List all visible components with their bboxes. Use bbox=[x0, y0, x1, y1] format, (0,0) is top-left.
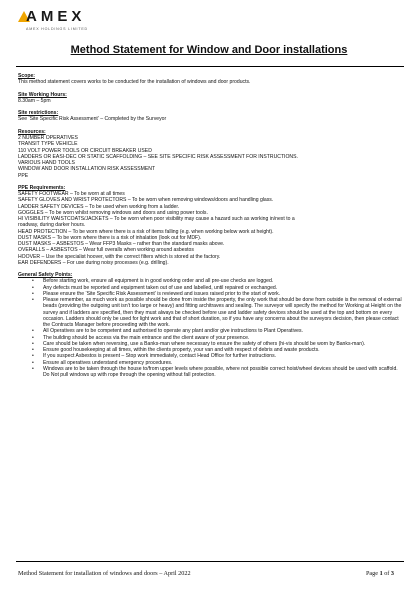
document-title: Method Statement for Window and Door installations bbox=[70, 44, 348, 56]
logo-wordmark: AMEX bbox=[26, 8, 86, 25]
scope-heading: Scope: bbox=[18, 73, 35, 79]
resource-item: PPE bbox=[18, 172, 29, 179]
ppe-line: DUST MASKS – To be worn where there is a risk of inhalation (look out for MDF). bbox=[18, 234, 202, 241]
resources-heading: Resources: bbox=[18, 128, 46, 135]
restrictions-text: See ‘Site Specific Risk Assessment’ – Completed by the Surveyor bbox=[18, 116, 167, 123]
company-logo bbox=[18, 8, 138, 36]
logo-subtitle: AMEX HOLDINGS LIMITED bbox=[26, 27, 88, 31]
safety-point: • All Operatives are to be competent and authorised to operate any plant and/or give instructions to Plant Operatives. bbox=[18, 328, 402, 334]
hours-text: 8.30am – 5pm bbox=[18, 97, 51, 104]
safety-point: • Ensure all operatives understand emergency procedures. bbox=[18, 360, 402, 366]
scope-text: This method statement covers works to be conducted for the installation of windows and door products. bbox=[18, 79, 251, 86]
safety-point: • Any defects must be reported and equipment taken out of use and labelled, until repaired or exchanged. bbox=[18, 285, 402, 291]
page-number bbox=[366, 570, 394, 577]
safety-point: • Before starting work, ensure all equipment is in good working order and all pre-use checks are logged. bbox=[18, 278, 402, 284]
safety-point: • Ensure good housekeeping at all times, within the clients property, your van and with respect of debris and waste products. bbox=[18, 347, 402, 353]
hours-heading: Site Working Hours: bbox=[18, 91, 67, 98]
page-current: 1 bbox=[379, 570, 383, 577]
ppe-line: EAR DEFENDERS – For use during noisy processes (e.g. drilling). bbox=[18, 259, 169, 266]
restrictions-heading: Site restrictions: bbox=[18, 110, 59, 117]
safety-point: • Please remember, as much work as possible should be done from inside the property, the only work that should be done from outside is the removal of external beads (providing the outgoing unit isn’t too large or heavy) and fitting architraves and sealing. The surveyor will specify the method for Working at Height on the survey and if ladders are specified, then they must always be checked before use and ladder safety devices should be used at the top and bottom on every occasion. Ladders should only be used for light work and that of short duration, so if you have any concerns about the surveyors decision, then please contact the Contracts Manager before proceeding with the work. bbox=[18, 297, 402, 328]
ppe-line: GOGGLES – To be worn whilst removing windows and doors and using power tools. bbox=[18, 209, 208, 216]
footer-divider bbox=[16, 561, 404, 562]
page-total: 3 bbox=[390, 570, 394, 577]
safety-heading: General Safety Points: bbox=[18, 272, 73, 279]
ppe-line: HEAD PROTECTION – To be worn where there is a risk of items falling (e.g. when working below work at height). bbox=[18, 228, 274, 235]
ppe-line: SAFETY GLOVES AND WRIST PROTECTORS – To be worn when removing windows/doors and handling glass. bbox=[18, 197, 274, 204]
resource-item: WINDOW AND DOOR INSTALLATION RISK ASSESSMENT bbox=[18, 166, 156, 173]
safety-point: • The building should be access via the main entrance and the client aware of your presence. bbox=[18, 335, 402, 341]
header-divider bbox=[16, 66, 404, 67]
ppe-heading: PPE Requirements: bbox=[18, 184, 66, 191]
document-body bbox=[18, 73, 402, 378]
page-of: of bbox=[384, 570, 390, 577]
safety-points-list bbox=[18, 278, 402, 378]
safety-point: • Windows are to be taken through the house to/from upper levels where possible, where not possible correct hoist/wheel devices should be used with scaffold. Do Not pull windows up with rope through the opening without fall protection. bbox=[18, 366, 402, 379]
resource-item: VARIOUS HAND TOOLS bbox=[18, 160, 75, 167]
resource-item: TRANSIT TYPE VEHICLE bbox=[18, 141, 78, 148]
ppe-line: LADDER SAFETY DEVICES – To be used when working from a ladder. bbox=[18, 203, 180, 210]
ppe-line: SAFETY FOOTWEAR – To be worn at all times bbox=[18, 191, 125, 198]
resource-item: 2 NUMBER OPERATIVES bbox=[18, 135, 78, 142]
safety-point: • If you suspect Asbestos is present – Stop work immediately, contact Head Office for further instructions. bbox=[18, 353, 402, 359]
ppe-line: DUST MASKS – ASBESTOS – Wear FFP3 Masks – rather than the standard masks above. bbox=[18, 241, 225, 248]
ppe-line: roadway, during darker hours. bbox=[18, 222, 86, 229]
ppe-line: HI VISIBILITY WAISTCOATS/JACKETS – To be worn when poor visibility may cause a hazard such as working in/next to a bbox=[18, 216, 295, 223]
footer-text: Method Statement for installation of windows and doors – April 2022 bbox=[18, 570, 191, 577]
ppe-line: OVERALLS – ASBESTOS – Wear full overalls when working around asbestos bbox=[18, 247, 194, 254]
safety-point: • Care should be taken when reversing, use a Banks-man where necessary to ensure the safety of others (hi-vis should be worn by Banks-man). bbox=[18, 341, 402, 347]
ppe-line: HOOVER – Use the specialist hoover, with the correct filters which is stored at the factory. bbox=[18, 253, 221, 260]
resource-item: LADDERS OR EASI-DEC OR STATIC SCAFFOLDING – SEE SITE SPECIFIC RISK ASSESSMENT FOR INSTRUCTIONS. bbox=[18, 153, 298, 160]
resource-item: 110 VOLT POWER TOOLS OR CIRCUIT BREAKER USED bbox=[18, 147, 152, 154]
safety-point: • Please ensure the ‘Site Specific Risk Assessment’ is reviewed and issues raised prior to the start of work. bbox=[18, 291, 402, 297]
page-prefix: Page bbox=[365, 570, 379, 577]
